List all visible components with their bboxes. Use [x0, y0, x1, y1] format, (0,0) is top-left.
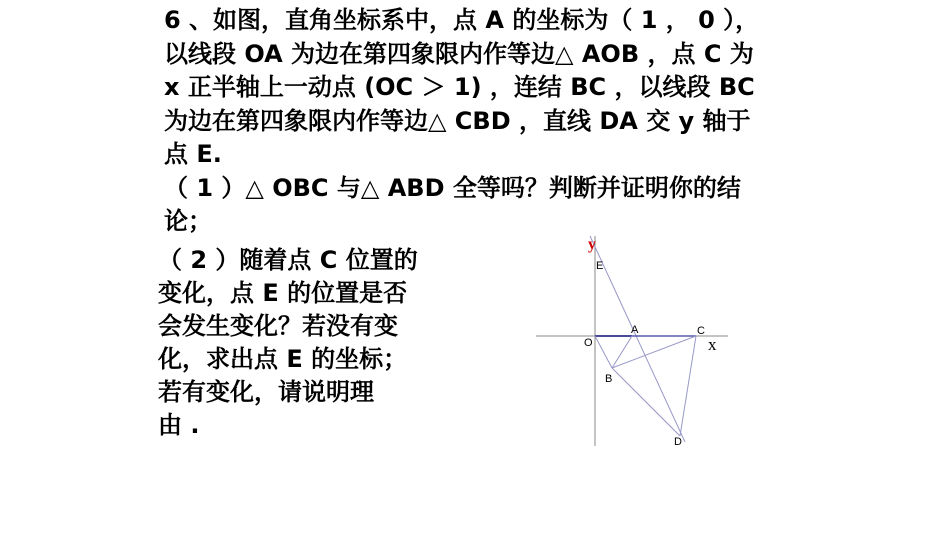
question-1-line: 论；: [164, 207, 212, 235]
segment-o-b: [595, 336, 612, 368]
problem-statement: [164, 4, 844, 239]
question-2: [158, 244, 458, 442]
question-2-line: 由 .: [158, 411, 200, 439]
point-label-d: D: [674, 436, 682, 448]
point-label-c: C: [697, 325, 705, 337]
segment-b-d: [612, 368, 680, 436]
line-e-d: [590, 236, 685, 442]
problem-line: x 正半轴上一动点 (OC ＞ 1) ，连结 BC ，以线段 BC: [164, 73, 755, 101]
question-1-line: （ 1 ）△ OBC 与△ ABD 全等吗？判断并证明你的结: [164, 173, 741, 202]
point-label-a: A: [631, 324, 639, 336]
y-axis-label: y: [588, 236, 596, 253]
segment-a-b: [612, 336, 632, 368]
problem-line: 点 E.: [164, 140, 222, 168]
point-label-e: E: [596, 260, 604, 272]
segment-c-d: [680, 336, 696, 436]
question-2-line: 化，求出点 E 的坐标；: [158, 345, 408, 373]
question-2-line: 变化，点 E 的位置是否: [158, 279, 408, 307]
point-label-b: B: [605, 373, 613, 385]
point-label-o: O: [584, 337, 593, 349]
problem-line: 为边在第四象限内作等边△ CBD ，直线 DA 交 y 轴于: [164, 106, 751, 135]
problem-line: 6 、如图，直角坐标系中，点 A 的坐标为（ 1 ， 0 ），: [164, 6, 760, 34]
problem-line: 以线段 OA 为边在第四象限内作等边△ AOB ，点 C 为: [164, 39, 754, 68]
question-2-line: 会发生变化？若没有变: [158, 312, 398, 340]
geometry-figure: [532, 230, 732, 450]
question-2-line: 若有变化，请说明理: [158, 378, 374, 406]
segment-b-c: [612, 336, 696, 368]
x-axis-label: x: [708, 335, 717, 354]
question-2-line: （ 2 ）随着点 C 位置的: [158, 246, 418, 274]
